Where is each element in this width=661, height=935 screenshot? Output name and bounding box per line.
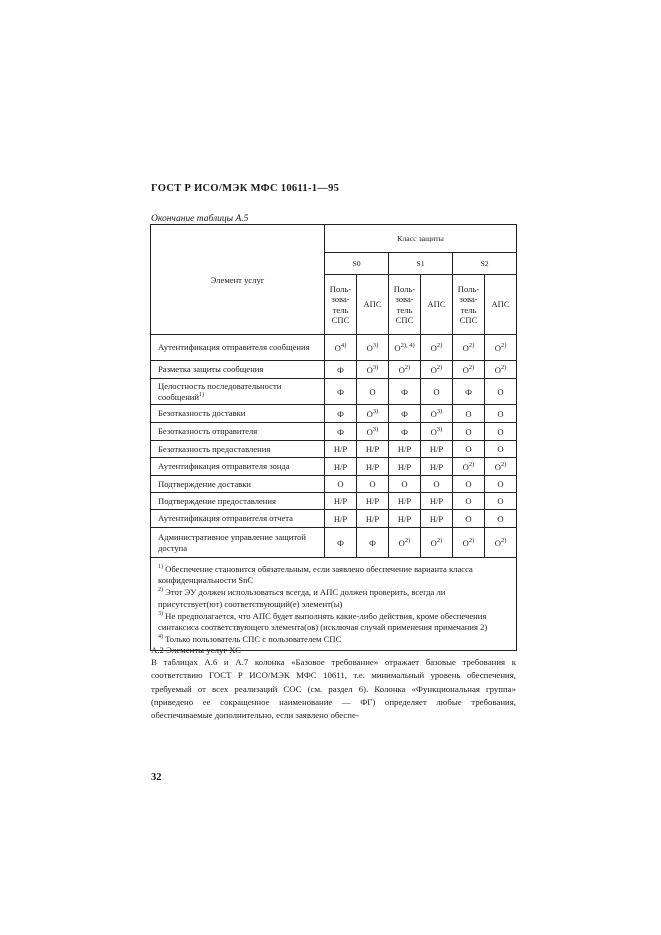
requirement-cell: Н/Р bbox=[389, 510, 421, 528]
service-element-name: Целостность последовательности сообщений$^{1)}$ bbox=[151, 379, 325, 405]
requirement-cell: О bbox=[453, 476, 485, 493]
s1-user-header: Поль-зова-тель СПС bbox=[389, 275, 421, 335]
class-s1-header: S1 bbox=[389, 253, 453, 275]
requirement-cell: О bbox=[357, 476, 389, 493]
requirement-cell: Ф bbox=[325, 528, 357, 558]
table-row bbox=[151, 510, 517, 528]
requirement-cell: О bbox=[453, 405, 485, 423]
requirement-cell: О bbox=[485, 493, 517, 510]
requirement-cell: $О^{4)}$ bbox=[325, 335, 357, 361]
requirement-cell: Н/Р bbox=[421, 510, 453, 528]
requirement-cell: $О^{2), 4)}$ bbox=[389, 335, 421, 361]
requirement-cell: О bbox=[485, 476, 517, 493]
table-body bbox=[151, 335, 517, 558]
requirement-cell: О bbox=[453, 493, 485, 510]
requirement-cell: О bbox=[485, 405, 517, 423]
requirement-cell: $О^{2)}$ bbox=[485, 335, 517, 361]
service-element-name: Аутентификация отправителя отчета bbox=[151, 510, 325, 528]
page-header: ГОСТ Р ИСО/МЭК МФС 10611-1—95 bbox=[151, 183, 340, 194]
s2-aps-header: АПС bbox=[485, 275, 517, 335]
service-element-name: Разметка защиты сообщения bbox=[151, 361, 325, 379]
requirement-cell: Н/Р bbox=[325, 493, 357, 510]
requirement-cell: О bbox=[453, 423, 485, 441]
table-row bbox=[151, 379, 517, 405]
class-s0-header: S0 bbox=[325, 253, 389, 275]
requirement-cell: Н/Р bbox=[357, 510, 389, 528]
service-element-name: Аутентификация отправителя сообщения bbox=[151, 335, 325, 361]
requirement-cell: О bbox=[421, 476, 453, 493]
s0-user-header: Поль-зова-тель СПС bbox=[325, 275, 357, 335]
footnote: $^{4)}$ Только пользователь СПС с пользователем СПС bbox=[158, 634, 342, 645]
requirement-cell: Ф bbox=[325, 405, 357, 423]
requirement-cell: Ф bbox=[389, 405, 421, 423]
requirement-cell: Ф bbox=[453, 379, 485, 405]
requirement-cell: Н/Р bbox=[421, 441, 453, 458]
requirement-cell: $О^{2)}$ bbox=[453, 361, 485, 379]
requirement-cell: $О^{2)}$ bbox=[485, 361, 517, 379]
service-element-name: Подтверждение предоставления bbox=[151, 493, 325, 510]
protection-class-header: Класс защиты bbox=[325, 225, 517, 253]
section-body: В таблицах А.6 и А.7 колонка «Базовое требование» отражает базовые требования к соответствию ГОСТ Р ИСО/МЭК МФС 10611, т.е. минимальный уровень обеспечения, требуемый от всех реализаций СОС (см. раздел 6). Колонка «Функциональная группа» (приведено ее сокращенное наименование — ФГ) определяет любые требования, обеспечиваемые дополнительно, если заявлено обеспе- bbox=[151, 657, 516, 721]
requirement-cell: О bbox=[453, 441, 485, 458]
requirement-cell: $О^{3)}$ bbox=[421, 423, 453, 441]
requirement-cell: Н/Р bbox=[325, 458, 357, 476]
requirement-cell: Н/Р bbox=[357, 458, 389, 476]
requirement-cell: $О^{2)}$ bbox=[421, 361, 453, 379]
security-services-table bbox=[150, 224, 517, 651]
requirement-cell: $О^{2)}$ bbox=[421, 528, 453, 558]
requirement-cell: Н/Р bbox=[421, 458, 453, 476]
footnote: $^{3)}$ Не предполагается, что АПС будет выполнять какие-либо действия, кроме обеспечения синтаксиса соответствующего элемента(ов) (исключая случай применения примечания 2) bbox=[158, 610, 488, 632]
table-caption: Окончание таблицы А.5 bbox=[151, 214, 249, 224]
requirement-cell: О bbox=[485, 441, 517, 458]
requirement-cell: О bbox=[357, 379, 389, 405]
footnote: $^{1)}$ Обеспечение становится обязательным, если заявлено обеспечение варианта класса конфиденциальности SnC bbox=[158, 564, 473, 586]
requirement-cell: Н/Р bbox=[325, 441, 357, 458]
table-row bbox=[151, 528, 517, 558]
requirement-cell: $О^{3)}$ bbox=[421, 405, 453, 423]
requirement-cell: $О^{3)}$ bbox=[357, 423, 389, 441]
requirement-cell: Н/Р bbox=[357, 493, 389, 510]
requirement-cell: $О^{3)}$ bbox=[357, 405, 389, 423]
requirement-cell: $О^{2)}$ bbox=[421, 335, 453, 361]
element-column-header: Элемент услуг bbox=[151, 225, 325, 335]
requirement-cell: Ф bbox=[325, 423, 357, 441]
table-footnotes bbox=[151, 558, 517, 651]
requirement-cell: Н/Р bbox=[325, 510, 357, 528]
class-s2-header: S2 bbox=[453, 253, 517, 275]
service-element-name: Безотказность отправителя bbox=[151, 423, 325, 441]
service-element-name: Безотказность доставки bbox=[151, 405, 325, 423]
requirement-cell: О bbox=[421, 379, 453, 405]
requirement-cell: О bbox=[453, 510, 485, 528]
section-title: А.2 Элементы услуг ХС bbox=[151, 645, 242, 655]
requirement-cell: Ф bbox=[325, 379, 357, 405]
requirement-cell: О bbox=[325, 476, 357, 493]
requirement-cell: $О^{3)}$ bbox=[357, 361, 389, 379]
requirement-cell: Н/Р bbox=[389, 441, 421, 458]
requirement-cell: $О^{2)}$ bbox=[485, 528, 517, 558]
requirement-cell: Ф bbox=[389, 379, 421, 405]
table-row bbox=[151, 423, 517, 441]
requirement-cell: Н/Р bbox=[421, 493, 453, 510]
requirement-cell: $О^{3)}$ bbox=[357, 335, 389, 361]
requirement-cell: Н/Р bbox=[389, 458, 421, 476]
table-row bbox=[151, 361, 517, 379]
requirement-cell: Н/Р bbox=[389, 493, 421, 510]
table-row bbox=[151, 335, 517, 361]
requirement-cell: Ф bbox=[357, 528, 389, 558]
table-row bbox=[151, 441, 517, 458]
s0-aps-header: АПС bbox=[357, 275, 389, 335]
requirement-cell: Н/Р bbox=[357, 441, 389, 458]
page-number: 32 bbox=[151, 772, 162, 783]
requirement-cell: О bbox=[485, 423, 517, 441]
requirement-cell: $О^{2)}$ bbox=[389, 528, 421, 558]
service-element-name: Аутентификация отправителя зонда bbox=[151, 458, 325, 476]
table-row bbox=[151, 458, 517, 476]
requirement-cell: Ф bbox=[325, 361, 357, 379]
footnote: $^{2)}$ Этот ЭУ должен использоваться всегда, и АПС должен проверить, всегда ли присутствует(ют) соответствующий(е) элемент(ы) bbox=[158, 587, 446, 609]
requirement-cell: О bbox=[485, 379, 517, 405]
requirement-cell: Ф bbox=[389, 423, 421, 441]
requirement-cell: О bbox=[485, 510, 517, 528]
requirement-cell: $О^{2)}$ bbox=[485, 458, 517, 476]
s1-aps-header: АПС bbox=[421, 275, 453, 335]
service-element-name: Подтверждение доставки bbox=[151, 476, 325, 493]
service-element-name: Безотказность предоставления bbox=[151, 441, 325, 458]
requirement-cell: О bbox=[389, 476, 421, 493]
requirement-cell: $О^{2)}$ bbox=[453, 458, 485, 476]
table-row bbox=[151, 493, 517, 510]
s2-user-header: Поль-зова-тель СПС bbox=[453, 275, 485, 335]
requirement-cell: $О^{2)}$ bbox=[453, 335, 485, 361]
requirement-cell: $О^{2)}$ bbox=[453, 528, 485, 558]
service-element-name: Административное управление защитой доступа bbox=[151, 528, 325, 558]
table-row bbox=[151, 476, 517, 493]
table-row bbox=[151, 405, 517, 423]
requirement-cell: $О^{2)}$ bbox=[389, 361, 421, 379]
